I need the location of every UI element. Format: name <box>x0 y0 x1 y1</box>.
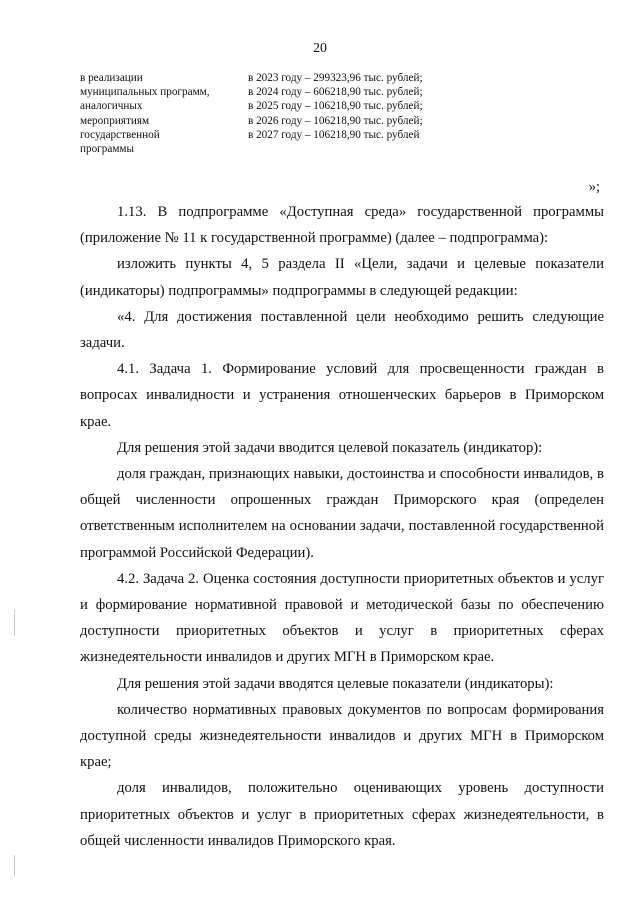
funding-year-line: в 2027 году – 106218,90 тыс. рублей <box>248 128 420 141</box>
funding-year-line: в 2025 году – 106218,90 тыс. рублей; <box>248 100 423 113</box>
table-right-cell <box>248 71 530 142</box>
scan-edge-mark <box>14 610 15 636</box>
paragraph-indicator-share-citizens: доля граждан, признающих навыки, достоинства и способности инвалидов, в общей численности опрошенных граждан Приморского края (определен ответственным исполнителем на основании задачи, поставленной государственной программой Российской Федерации). <box>80 466 604 561</box>
paragraph-indicator-intro: Для решения этой задачи вводится целевой показатель (индикатор): <box>117 439 543 456</box>
table-left-line: в реализации <box>80 72 143 84</box>
paragraph-instruction: изложить пункты 4, 5 раздела II «Цели, задачи и целевые показатели (индикаторы) подпрограммы» подпрограммы в следующей редакции: <box>80 256 604 299</box>
paragraph-task-4-1: 4.1. Задача 1. Формирование условий для просвещенности граждан в вопросах инвалидности и устранения отношенческих барьеров в Приморском крае. <box>80 361 604 430</box>
funding-year-line: в 2024 году – 606218,90 тыс. рублей; <box>248 86 423 99</box>
closing-quote-mark: »; <box>588 179 600 195</box>
scan-edge-mark <box>14 855 15 877</box>
paragraph-task-4-2: 4.2. Задача 2. Оценка состояния доступности приоритетных объектов и услуг и формирование нормативной правовой и методической базы по обеспечению доступности приоритетных объектов и услуг в приоритетных сферах жизнедеятельности инвалидов и других МГН в Приморском крае. <box>80 570 604 666</box>
paragraph-indicators-intro: Для решения этой задачи вводятся целевые показатели (индикаторы): <box>117 675 554 692</box>
funding-year-line: в 2023 году – 299323,96 тыс. рублей; <box>248 72 423 84</box>
table-left-line: аналогичных <box>80 100 143 113</box>
table-left-cell <box>80 71 248 156</box>
table-left-line: муниципальных программ, <box>80 86 210 99</box>
table-left-line: программы <box>80 143 134 156</box>
funding-year-line: в 2026 году – 106218,90 тыс. рублей; <box>248 114 423 127</box>
table-left-line: государственной <box>80 128 160 141</box>
paragraph-point-4: «4. Для достижения поставленной цели необходимо решить следующие задачи. <box>80 308 604 352</box>
page-number: 20 <box>313 41 327 56</box>
table-left-line: мероприятиям <box>80 114 150 127</box>
document-body <box>80 199 604 854</box>
paragraph-indicator-documents-count: количество нормативных правовых документов по вопросам формирования доступной среды жизнедеятельности инвалидов и других МГН в Приморском крае; <box>80 701 604 771</box>
paragraph-amendment-1-13: 1.13. В подпрограмме «Доступная среда» государственной программы (приложение № 11 к государственной программе) (далее – подпрограмма): <box>80 204 604 247</box>
paragraph-indicator-share-disabled: доля инвалидов, положительно оценивающих уровень доступности приоритетных объектов и услуг в приоритетных сферах жизнедеятельности, в общей численности инвалидов Приморского края. <box>80 780 604 849</box>
